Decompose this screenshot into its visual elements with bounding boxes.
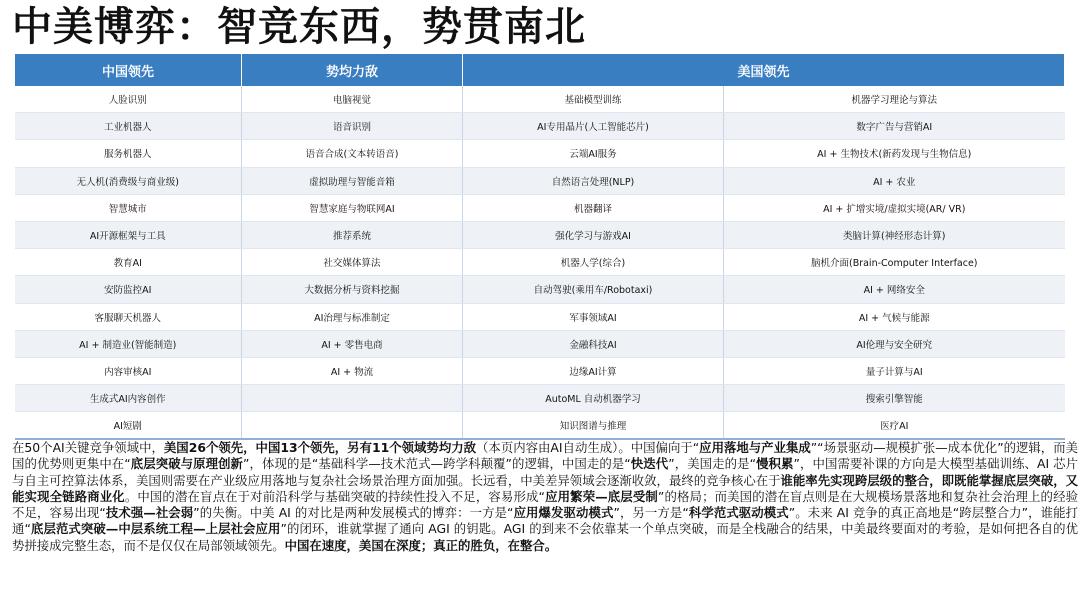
- cell-us-leads-a: 金融科技AI: [463, 330, 724, 357]
- cell-balanced: AI + 物流: [242, 357, 463, 384]
- cell-china-leads: 客服聊天机器人: [15, 303, 242, 330]
- table-row: [15, 385, 1065, 412]
- summary-text: 。中国的潜在盲点在于对前沿科学与基础突破的持续性投入不足，容易形成“: [124, 488, 545, 504]
- summary-highlight: 应用繁荣—底层受制: [544, 488, 658, 504]
- summary-text: ”，另一方是“: [613, 505, 689, 521]
- cell-china-leads: AI + 制造业(智能制造): [15, 330, 242, 357]
- cell-us-leads-a: AI专用晶片(人工智能芯片): [463, 113, 724, 140]
- summary-highlight: 底层范式突破—中层系统工程—上层社会应用: [30, 521, 281, 537]
- cell-us-leads-b: AI + 扩增实境/虚拟实境(AR/ VR): [724, 194, 1065, 221]
- page-title: 中美博弈：智竞东西，势贯南北: [12, 4, 586, 50]
- cell-balanced: 虚拟助理与智能音箱: [242, 167, 463, 194]
- cell-us-leads-b: AI伦理与安全研究: [724, 330, 1065, 357]
- summary-highlight: 技术强—社会弱: [105, 505, 194, 521]
- cell-us-leads-a: AutoML 自动机器学习: [463, 385, 724, 412]
- table-row: [15, 249, 1065, 276]
- cell-china-leads: 内容审核AI: [15, 357, 242, 384]
- header-balanced: 势均力敌: [242, 54, 463, 86]
- cell-china-leads: 智慧城市: [15, 194, 242, 221]
- summary-paragraph: [12, 440, 1078, 606]
- cell-us-leads-b: 脑机介面(Brain-Computer Interface): [724, 249, 1065, 276]
- summary-highlight: 应用爆发驱动模式: [513, 505, 614, 521]
- table-row: [15, 86, 1065, 113]
- cell-us-leads-a: 军事领域AI: [463, 303, 724, 330]
- cell-us-leads-a: 自动驾驶(乘用车/Robotaxi): [463, 276, 724, 303]
- table-row: [15, 357, 1065, 384]
- cell-balanced: 电脑视觉: [242, 86, 463, 113]
- cell-china-leads: 无人机(消费级与商业级): [15, 167, 242, 194]
- cell-china-leads: 服务机器人: [15, 140, 242, 167]
- cell-us-leads-b: 机器学习理论与算法: [724, 86, 1065, 113]
- cell-china-leads: 工业机器人: [15, 113, 242, 140]
- cell-us-leads-a: 机器人学(综合): [463, 249, 724, 276]
- header-us-leads: 美国领先: [463, 54, 1065, 86]
- table-row: [15, 167, 1065, 194]
- table-row: [15, 276, 1065, 303]
- summary-text: ”的失衡。中美 AI 的对比是两种发展模式的博弈：一方是“: [193, 505, 514, 521]
- summary-highlight: 应用落地与产业集成: [699, 440, 811, 455]
- cell-china-leads: AI开源框架与工具: [15, 221, 242, 248]
- summary-highlight: 慢积累: [756, 456, 794, 472]
- cell-balanced: 语音合成(文本转语音): [242, 140, 463, 167]
- ai-competition-table: [14, 54, 1065, 440]
- table-row: [15, 303, 1065, 330]
- summary-highlight: 美国26个领先，中国13个领先，另有11个领域势均力敌: [163, 440, 477, 455]
- cell-us-leads-b: 医疗AI: [724, 412, 1065, 440]
- table-row: [15, 330, 1065, 357]
- summary-text: （本页内容由AI自动生成）。中国偏向于“: [476, 440, 700, 455]
- cell-balanced: AI治理与标准制定: [242, 303, 463, 330]
- table-row: [15, 221, 1065, 248]
- summary-highlight: 谁能率先实现跨层级的整合，即既能掌握底层突破，又能实现全链路商业化: [12, 472, 1078, 504]
- summary-text: ”，中国需要补课的方向是大模型基础训练、AI 芯片与自主可控算法体系，美国则需要在产业级应用落地与复杂社会场景治理方面加强。长远看，中美差异领域会逐渐收敛，最终的竞争核心在于: [12, 456, 1078, 488]
- cell-balanced: 语音识别: [242, 113, 463, 140]
- cell-balanced: [242, 412, 463, 440]
- cell-us-leads-a: 机器翻译: [463, 194, 724, 221]
- header-china-leads: 中国领先: [15, 54, 242, 86]
- cell-china-leads: 教育AI: [15, 249, 242, 276]
- summary-text: ”，体现的是“基础科学—技术范式—跨学科颠覆”的逻辑，中国走的是“: [243, 456, 631, 472]
- table-row: [15, 194, 1065, 221]
- cell-us-leads-b: AI + 农业: [724, 167, 1065, 194]
- cell-balanced: 智慧家庭与物联网AI: [242, 194, 463, 221]
- cell-balanced: 大数据分析与资料挖掘: [242, 276, 463, 303]
- cell-china-leads: 人脸识别: [15, 86, 242, 113]
- table-header-row: [15, 54, 1065, 86]
- cell-balanced: [242, 385, 463, 412]
- cell-us-leads-b: 量子计算与AI: [724, 357, 1065, 384]
- cell-balanced: AI + 零售电商: [242, 330, 463, 357]
- cell-us-leads-b: AI + 气候与能源: [724, 303, 1065, 330]
- cell-us-leads-a: 知识图谱与推理: [463, 412, 724, 440]
- cell-china-leads: 生成式AI内容创作: [15, 385, 242, 412]
- cell-us-leads-b: AI + 网络安全: [724, 276, 1065, 303]
- cell-us-leads-a: 云端AI服务: [463, 140, 724, 167]
- summary-text: ”，美国走的是“: [668, 456, 756, 472]
- cell-us-leads-b: 搜索引擎智能: [724, 385, 1065, 412]
- summary-text: 在50个AI关键竞争领域中，: [12, 440, 164, 455]
- summary-text: ”的格局；而美国的潜在盲点则是在大规模场景落地和复杂社会治理上的经验不足，容易出现“: [12, 488, 1078, 521]
- cell-us-leads-b: AI + 生物技术(新药发现与生物信息): [724, 140, 1065, 167]
- cell-us-leads-a: 强化学习与游戏AI: [463, 221, 724, 248]
- summary-text: ”“场景驱动—规模扩张—成本优化”的逻辑，而美国的优势则更集中在“: [12, 440, 1078, 472]
- summary-highlight: 底层突破与原理创新: [130, 456, 244, 472]
- table-row: [15, 140, 1065, 167]
- summary-highlight: 科学范式驱动模式: [688, 505, 789, 521]
- cell-china-leads: 安防监控AI: [15, 276, 242, 303]
- summary-text: ”的闭环，谁就掌握了通向 AGI 的钥匙。AGI 的到来不会依靠某一个单点突破，而是全栈融合的结果，中美最终要面对的考验，是如何把各自的优势拼接成完整生态，而不是仅仅在局部领域领先。: [12, 521, 1078, 553]
- table-row: [15, 113, 1065, 140]
- cell-balanced: 推荐系统: [242, 221, 463, 248]
- cell-us-leads-a: 基础模型训练: [463, 86, 724, 113]
- cell-us-leads-b: 类脑计算(神经形态计算): [724, 221, 1065, 248]
- cell-us-leads-b: 数字广告与营销AI: [724, 113, 1065, 140]
- cell-balanced: 社交媒体算法: [242, 249, 463, 276]
- cell-us-leads-a: 自然语言处理(NLP): [463, 167, 724, 194]
- summary-highlight: 快迭代: [630, 456, 669, 472]
- table-row: [15, 412, 1065, 440]
- cell-us-leads-a: 边缘AI计算: [463, 357, 724, 384]
- summary-highlight: 中国在速度，美国在深度；真正的胜负，在整合。: [284, 537, 558, 553]
- cell-china-leads: AI短剧: [15, 412, 242, 440]
- summary-text: ”。未来 AI 竞争的真正高地是“跨层整合力”，谁能打通“: [12, 505, 1078, 537]
